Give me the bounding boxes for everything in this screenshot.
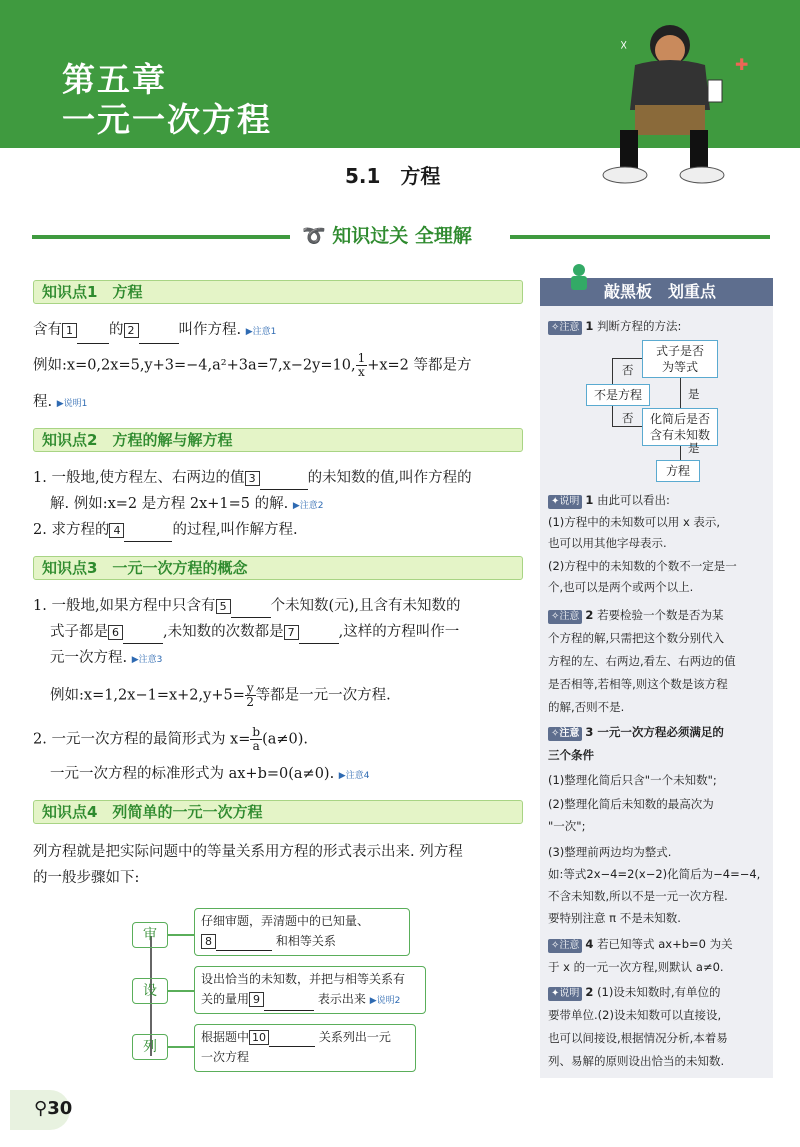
blank-line — [269, 1029, 315, 1047]
flow-connector — [168, 1046, 194, 1048]
flow-connector — [168, 934, 194, 936]
blank-line — [231, 600, 271, 618]
side-text: (2)方程中的未知数的个数不一定是一 — [548, 559, 737, 573]
compass-icon: ⚲ — [34, 1098, 48, 1119]
blank-number: 5 — [216, 599, 231, 614]
blank-line — [260, 472, 308, 490]
ref-note2[interactable]: ▶注意2 — [292, 501, 324, 511]
side-text: 要带单位.(2)设未知数可以直接设, — [548, 1008, 722, 1022]
blank-number: 8 — [201, 934, 216, 949]
blank-number: 1 — [62, 323, 77, 338]
side-text: "一次"; — [548, 819, 586, 833]
kp2-title: 知识点2 方程的解与解方程 — [33, 428, 523, 452]
step-box-lie: 根据题中 10 关系列出一元 一次方程 — [194, 1024, 416, 1072]
kp2-line1: 1. 一般地,使方程左、右两边的值 3 的未知数的值,叫作方程的 — [33, 466, 472, 490]
side-note4: ✧注意 4 若已知等式 ax+b=0 为关 — [548, 934, 770, 955]
blank-number: 9 — [249, 992, 264, 1007]
flow-line — [680, 446, 681, 460]
flow-box-has-unknown: 化简后是否 含有未知数 — [642, 408, 718, 446]
ref-note4[interactable]: ▶注意4 — [338, 771, 370, 781]
flow-line — [612, 358, 613, 384]
knowledge-banner — [32, 222, 770, 252]
side-text: 要特别注意 π 不是未知数. — [548, 911, 681, 925]
kp1-line1: 含有 1 的 2 叫作方程. ▶注意1 — [33, 318, 276, 344]
blank-line — [123, 626, 163, 644]
fraction: $\frac{y}{2}$ — [246, 681, 255, 709]
kp3-example: 例如:x=1,2x−1=x+2,y+5= $\frac{y}{2}$ 等都是一元一次方程. — [50, 681, 391, 709]
side-note2: ✧注意 2 若要检验一个数是否为某 — [548, 605, 770, 626]
step-label-shen: 审 — [132, 922, 168, 948]
side-text: 如:等式2x−4=2(x−2)化简后为−4=−4, — [548, 867, 761, 881]
chapter-title: 第五章 一元一次方程 — [62, 60, 272, 139]
side-text: (3)整理前两边均为整式. — [548, 845, 672, 859]
kp3-line4: 2. 一元一次方程的最简形式为 x= $\frac{b}{a}$ (a≠0). — [33, 725, 309, 753]
ref-explain2[interactable]: ▶说明2 — [369, 996, 401, 1006]
flow-yes2: 是 — [688, 441, 700, 455]
blank-line — [299, 626, 339, 644]
banner-text: ➰ 知识过关 全理解 — [302, 225, 472, 247]
side-text: 的解,否则不是. — [548, 700, 625, 714]
note-tag: ✧注意 — [548, 321, 582, 335]
kp2-line3: 2. 求方程的 4 的过程,叫作解方程. — [33, 518, 298, 542]
side-text: (1)整理化简后只含"一个未知数"; — [548, 773, 717, 787]
side-explain1: ✦说明 1 由此可以看出: — [548, 490, 770, 511]
side-explain2: ✦说明 2 (1)设未知数时,有单位的 — [548, 982, 770, 1003]
side-text: 也可以间接设,根据情况分析,本着易 — [548, 1031, 728, 1045]
kp3-line2: 式子都是 6 ,未知数的次数都是 7 ,这样的方程叫作一 — [50, 620, 459, 644]
teacher-icon — [566, 262, 592, 292]
ref-note1[interactable]: ▶注意1 — [245, 327, 277, 337]
side-text: 于 x 的一元一次方程,则默认 a≠0. — [548, 960, 724, 974]
fraction: $\frac{1}{x}$ — [357, 351, 366, 379]
note-tag: ✧注意 — [548, 727, 582, 741]
blank-line — [124, 524, 172, 542]
svg-text:✚: ✚ — [735, 55, 749, 74]
blank-number: 4 — [109, 523, 124, 538]
flow-line — [680, 378, 681, 408]
flow-box-equation: 方程 — [656, 460, 700, 482]
ref-explain1[interactable]: ▶说明1 — [56, 399, 88, 409]
side-note1: ✧注意 1 判断方程的方法: — [548, 316, 770, 337]
side-text: 列、易解的原则设出恰当的未知数. — [548, 1054, 725, 1068]
flow-line — [612, 358, 642, 359]
side-text: (2)整理化简后未知数的最高次为 — [548, 797, 714, 811]
side-text: 三个条件 — [548, 748, 594, 762]
kp4-line1: 列方程就是把实际问题中的等量关系用方程的形式表示出来. 列方程 — [33, 844, 463, 860]
step-label-lie: 列 — [132, 1034, 168, 1060]
side-text: 不含未知数,所以不是一元一次方程. — [548, 889, 728, 903]
flow-no2: 否 — [622, 411, 634, 425]
flow-no1: 否 — [622, 363, 634, 377]
note-tag: ✧注意 — [548, 610, 582, 624]
blank-number: 10 — [249, 1030, 269, 1045]
explain-tag: ✦说明 — [548, 495, 582, 509]
flow-box-is-equation: 式子是否 为等式 — [642, 340, 718, 378]
kp4-title: 知识点4 列简单的一元一次方程 — [33, 800, 523, 824]
blank-line — [77, 326, 109, 344]
blank-number: 3 — [245, 471, 260, 486]
kp1-example: 例如:x=0,2x=5,y+3=−4,a²+3a=7,x−2y=10, $\frac{1}{x}$ +x=2 等都是方 — [33, 351, 472, 379]
side-text: (1)方程中的未知数可以用 x 表示, — [548, 515, 721, 529]
kp4-line2: 的一般步骤如下: — [33, 870, 140, 886]
sidebar-header: 敲黑板 划重点 — [540, 278, 773, 306]
side-text: 个,也可以是两个或两个以上. — [548, 580, 694, 594]
kp1-example2: 程. ▶说明1 — [33, 394, 88, 410]
kp3-line1: 1. 一般地,如果方程中只含有 5 个未知数(元),且含有未知数的 — [33, 594, 461, 618]
blank-line — [264, 993, 314, 1011]
blank-number: 2 — [124, 323, 139, 338]
swirl-icon: ➰ — [302, 225, 326, 247]
side-text: 也可以用其他字母表示. — [548, 536, 667, 550]
side-text: 个方程的解,只需把这个数分别代入 — [548, 631, 725, 645]
flow-yes1: 是 — [688, 387, 700, 401]
kp1-title: 知识点1 方程 — [33, 280, 523, 304]
step-box-she: 设出恰当的未知数，并把与相等关系有 关的量用 9 表示出来 ▶说明2 — [194, 966, 426, 1014]
svg-text:☓: ☓ — [620, 38, 628, 54]
step-label-she: 设 — [132, 978, 168, 1004]
blank-number: 6 — [108, 625, 123, 640]
flow-connector — [168, 990, 194, 992]
flow-line — [612, 406, 613, 427]
blank-line — [216, 933, 272, 951]
banner-line-right — [510, 235, 770, 239]
blank-number: 7 — [284, 625, 299, 640]
kp3-line3: 元一次方程. ▶注意3 — [50, 650, 163, 666]
fraction: $\frac{b}{a}$ — [252, 725, 261, 753]
student-illustration — [590, 10, 790, 190]
banner-line-left — [32, 235, 290, 239]
kp3-line5: 一元一次方程的标准形式为 ax+b=0(a≠0). ▶注意4 — [50, 766, 370, 782]
page-number: ⚲30 — [10, 1090, 70, 1130]
side-note3: ✧注意 3 一元一次方程必须满足的 — [548, 722, 770, 743]
kp2-line2: 解. 例如:x=2 是方程 2x+1=5 的解. ▶注意2 — [50, 496, 324, 512]
ref-note3[interactable]: ▶注意3 — [131, 655, 163, 665]
note-tag: ✧注意 — [548, 939, 582, 953]
explain-tag: ✦说明 — [548, 987, 582, 1001]
flow-box-not-equation: 不是方程 — [586, 384, 650, 406]
blank-line — [139, 326, 179, 344]
side-text: 是否相等,若相等,则这个数是该方程 — [548, 677, 728, 691]
side-text: 方程的左、右两边,看左、右两边的值 — [548, 654, 736, 668]
kp3-title: 知识点3 一元一次方程的概念 — [33, 556, 523, 580]
step-box-shen: 仔细审题，弄清题中的已知量、 8 和相等关系 — [194, 908, 410, 956]
section-title: 5.1 方程 — [345, 164, 441, 188]
